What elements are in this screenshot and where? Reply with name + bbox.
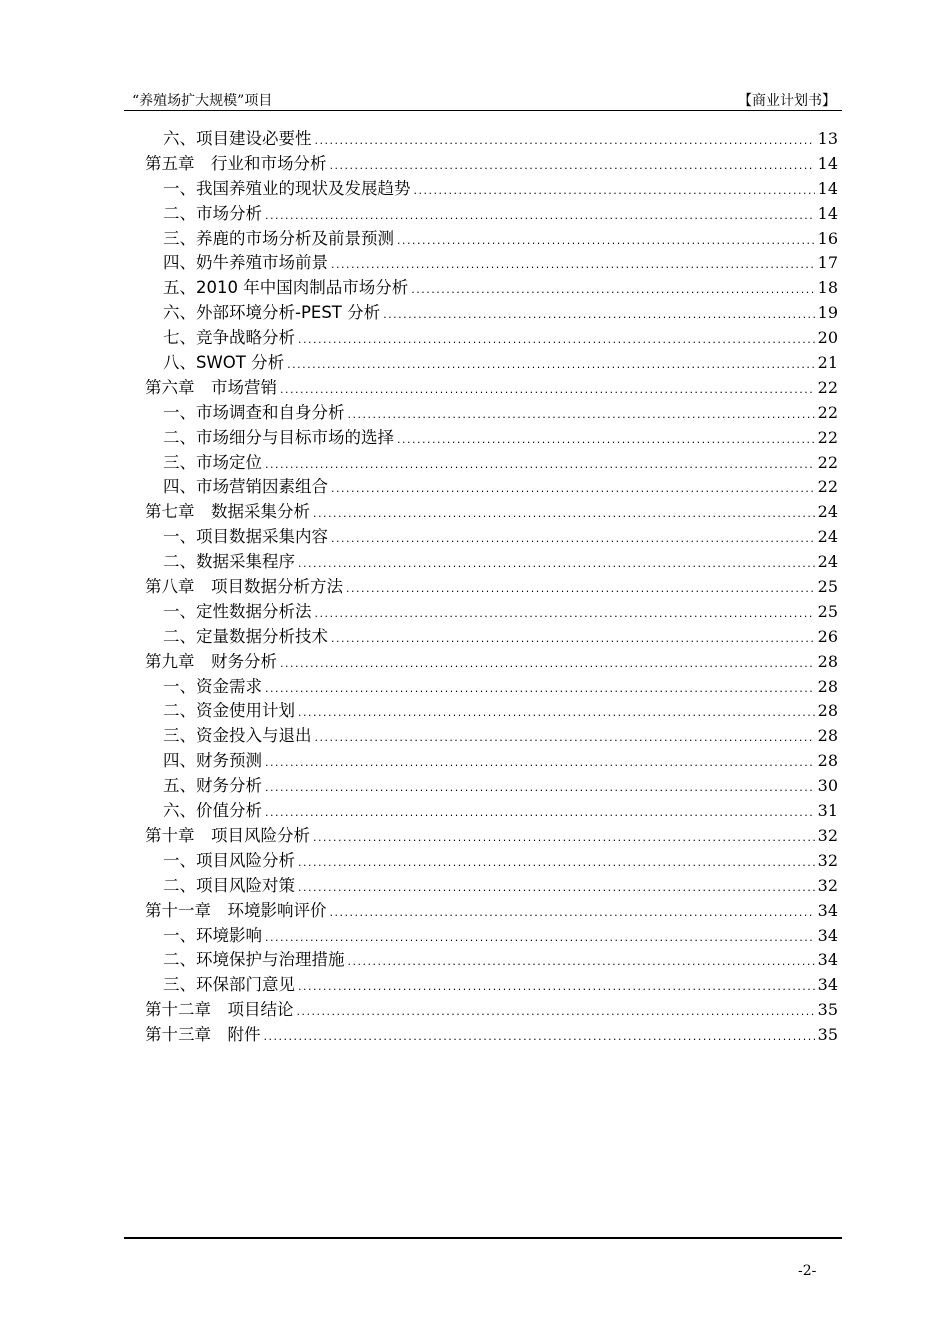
toc-section-entry[interactable] [145,799,838,824]
toc-entry-title: 三、市场定位 [163,452,262,472]
toc-chapter-entry[interactable] [145,376,838,401]
toc-entry-page: 22 [817,452,838,472]
toc-entry-title: 一、市场调查和自身分析 [163,402,345,422]
toc-dot-leader [265,204,815,229]
toc-entry-page: 14 [817,153,838,173]
header-document-type: 【商业计划书】 [738,93,836,109]
toc-chapter-entry[interactable] [145,500,838,525]
toc-dot-leader [265,776,815,801]
toc-entry-title: 七、竞争战略分析 [163,328,295,348]
toc-entry-title: 一、我国养殖业的现状及发展趋势 [163,178,411,198]
toc-entry-title: 八、SWOT 分析 [163,353,285,373]
toc-entry-page: 14 [817,203,838,223]
toc-entry-page: 25 [817,601,838,621]
toc-entry-page: 22 [817,377,838,397]
toc-entry-page: 24 [817,552,838,572]
toc-section-entry[interactable] [145,948,838,973]
footer-divider [124,1237,842,1239]
toc-chapter-entry[interactable] [145,824,838,849]
toc-chapter-entry[interactable] [145,575,838,600]
toc-entry-title: 第九章 财务分析 [145,651,277,671]
toc-dot-leader [313,826,815,851]
toc-dot-leader [331,627,815,652]
toc-entry-title: 三、养鹿的市场分析及前景预测 [163,228,394,248]
toc-chapter-entry[interactable] [145,152,838,177]
toc-entry-title: 六、项目建设必要性 [163,129,312,148]
toc-dot-leader [383,303,815,328]
toc-entry-page: 34 [817,975,838,995]
toc-section-entry[interactable] [145,973,838,998]
toc-section-entry[interactable] [145,251,838,276]
toc-dot-leader [315,129,815,154]
toc-entry-title: 二、市场分析 [163,203,262,223]
toc-dot-leader [330,901,815,926]
toc-entry-title: 第五章 行业和市场分析 [145,153,327,173]
toc-section-entry[interactable] [145,227,838,252]
toc-entry-title: 六、价值分析 [163,801,262,821]
toc-section-entry[interactable] [145,849,838,874]
toc-entry-title: 第十章 项目风险分析 [145,825,310,845]
toc-entry-page: 22 [817,402,838,422]
toc-entry-title: 二、项目风险对策 [163,875,295,895]
toc-dot-leader [331,253,815,278]
toc-section-entry[interactable] [145,749,838,774]
toc-dot-leader [298,552,815,577]
toc-entry-title: 第十三章 附件 [145,1025,261,1045]
toc-entry-title: 四、市场营销因素组合 [163,477,328,497]
toc-entry-title: 二、定量数据分析技术 [163,626,328,646]
toc-entry-title: 五、2010 年中国肉制品市场分析 [163,278,409,298]
toc-section-entry[interactable] [145,202,838,227]
toc-dot-leader [411,278,814,303]
toc-entry-page: 35 [817,1000,838,1020]
toc-section-entry[interactable] [145,177,838,202]
toc-chapter-entry[interactable] [145,998,838,1023]
toc-entry-title: 一、环境影响 [163,925,262,945]
toc-section-entry[interactable] [145,550,838,575]
toc-entry-title: 五、财务分析 [163,776,262,796]
toc-dot-leader [265,677,815,702]
page-header [124,88,842,111]
toc-dot-leader [265,751,815,776]
toc-dot-leader [397,229,815,254]
toc-section-entry[interactable] [145,426,838,451]
toc-entry-page: 20 [817,328,838,348]
toc-entry-page: 17 [817,253,838,273]
toc-entry-title: 第六章 市场营销 [145,377,277,397]
toc-section-entry[interactable] [145,127,838,152]
toc-entry-title: 第十二章 项目结论 [145,1000,294,1020]
toc-entry-page: 32 [817,875,838,895]
toc-entry-page: 35 [817,1025,838,1045]
toc-dot-leader [397,428,815,453]
toc-entry-title: 一、定性数据分析法 [163,601,312,621]
toc-entry-title: 第七章 数据采集分析 [145,502,310,522]
toc-dot-leader [315,726,815,751]
toc-entry-page: 16 [817,228,838,248]
page-number: -2- [798,1263,817,1279]
toc-dot-leader [298,701,815,726]
toc-entry-page: 19 [817,303,838,323]
toc-entry-page: 31 [817,801,838,821]
toc-entry-title: 第八章 项目数据分析方法 [145,577,343,597]
toc-section-entry[interactable] [145,675,838,700]
toc-entry-page: 30 [817,776,838,796]
toc-entry-page: 32 [817,850,838,870]
toc-section-entry[interactable] [145,401,838,426]
toc-dot-leader [298,851,815,876]
toc-chapter-entry[interactable] [145,899,838,924]
toc-entry-page: 21 [817,353,838,373]
toc-entry-title: 二、数据采集程序 [163,552,295,572]
toc-entry-page: 28 [817,726,838,746]
toc-entry-title: 四、奶牛养殖市场前景 [163,253,328,273]
toc-entry-page: 28 [817,751,838,771]
toc-dot-leader [297,1000,815,1025]
toc-section-entry[interactable] [145,351,838,376]
toc-dot-leader [313,502,815,527]
toc-dot-leader [265,801,815,826]
toc-entry-page: 32 [817,825,838,845]
toc-dot-leader [348,403,815,428]
toc-section-entry[interactable] [145,699,838,724]
table-of-contents [145,127,838,1048]
toc-entry-page: 22 [817,477,838,497]
toc-dot-leader [298,328,815,353]
toc-dot-leader [280,652,815,677]
toc-dot-leader [298,975,815,1000]
toc-entry-title: 三、环保部门意见 [163,975,295,995]
toc-entry-page: 28 [817,701,838,721]
toc-section-entry[interactable] [145,924,838,949]
toc-section-entry[interactable] [145,724,838,749]
toc-entry-title: 一、资金需求 [163,676,262,696]
toc-section-entry[interactable] [145,625,838,650]
toc-entry-title: 二、环境保护与治理措施 [163,950,345,970]
toc-dot-leader [346,577,815,602]
toc-section-entry[interactable] [145,774,838,799]
toc-entry-page: 25 [817,577,838,597]
toc-entry-page: 22 [817,427,838,447]
toc-dot-leader [414,179,815,204]
toc-section-entry[interactable] [145,326,838,351]
toc-entry-page: 26 [817,626,838,646]
toc-section-entry[interactable] [145,451,838,476]
toc-entry-page: 28 [817,651,838,671]
toc-entry-title: 一、项目数据采集内容 [163,527,328,547]
toc-section-entry[interactable] [145,301,838,326]
toc-entry-title: 四、财务预测 [163,751,262,771]
toc-section-entry[interactable] [145,475,838,500]
toc-entry-title: 二、资金使用计划 [163,701,295,721]
toc-dot-leader [348,950,815,975]
toc-entry-page: 18 [817,278,838,298]
toc-section-entry[interactable] [145,276,838,301]
toc-chapter-entry[interactable] [145,650,838,675]
toc-entry-title: 三、资金投入与退出 [163,726,312,746]
toc-section-entry[interactable] [145,600,838,625]
toc-entry-title: 六、外部环境分析-PEST 分析 [163,303,381,323]
toc-dot-leader [331,527,815,552]
header-project-title: “养殖场扩大规模”项目 [132,93,273,109]
toc-entry-title: 一、项目风险分析 [163,850,295,870]
toc-entry-page: 34 [817,925,838,945]
toc-dot-leader [331,477,815,502]
toc-entry-page: 14 [817,178,838,198]
toc-section-entry[interactable] [145,525,838,550]
toc-dot-leader [298,876,815,901]
toc-entry-page: 28 [817,676,838,696]
toc-dot-leader [265,926,815,951]
toc-entry-page: 24 [817,527,838,547]
toc-dot-leader [265,453,815,478]
toc-dot-leader [280,378,815,403]
toc-dot-leader [287,353,815,378]
toc-chapter-entry[interactable] [145,1023,838,1048]
toc-entry-title: 第十一章 环境影响评价 [145,900,327,920]
toc-dot-leader [315,602,815,627]
toc-entry-page: 34 [817,900,838,920]
toc-entry-title: 二、市场细分与目标市场的选择 [163,427,394,447]
toc-entry-page: 34 [817,950,838,970]
toc-section-entry[interactable] [145,874,838,899]
toc-dot-leader [264,1025,815,1050]
toc-dot-leader [330,154,815,179]
toc-entry-page: 24 [817,502,838,522]
toc-entry-page: 13 [817,129,838,148]
